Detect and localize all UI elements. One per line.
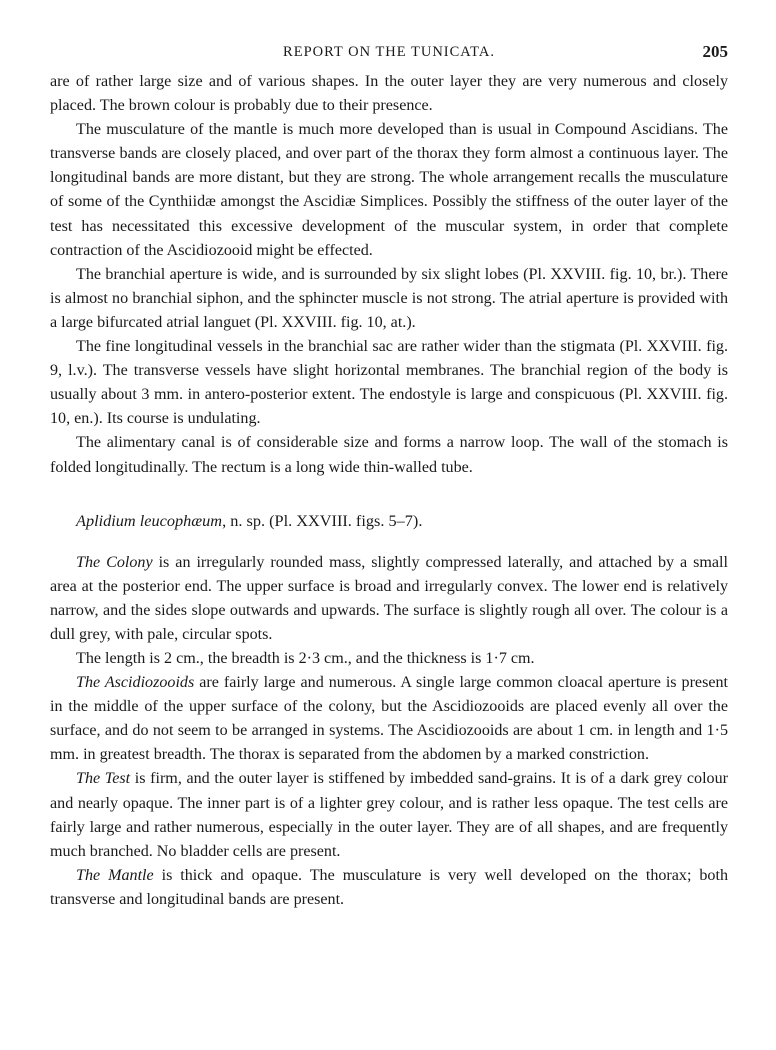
species-reference: , n. sp. (Pl. XXVIII. figs. 5–7). [222,510,423,530]
text-ascidiozooids: are fairly large and numerous. A single large common cloacal aperture is present in the middle of the upper surface of the colony, but the Ascidiozooids are placed evenly all over the surface, and do not seem to be arranged in systems. The Ascidiozooids are about 1 cm. in length and 1·5 mm. in greatest breadth. The thorax is separated from the abdomen by a marked constriction. [50,674,728,764]
text-mantle: is thick and opaque. The musculature is very well developed on the thorax; both transverse and longitudinal bands are present. [50,866,728,908]
paragraph-musculature: The musculature of the mantle is much more developed than is usual in Compound Ascidians. The transverse bands are closely placed, and over part of the thorax they form almost a continuous layer. The longitudinal bands are more distant, but they are strong. The whole arrangement recalls the musculature of some of the Cynthiidæ amongst the Ascidiæ Simplices. Possibly the stiffness of the outer layer of the test has necessitated this excessive development of the muscular system, in order that complete contraction of the Ascidiozooid might be effected. [50,121,728,259]
paragraph-ascidiozooids [50,671,728,767]
page-number: 205 [702,42,728,61]
paragraph-test [50,767,728,863]
paragraph-cells-continued: are of rather large size and of various shapes. In the outer layer they are very numerous and closely placed. The brown colour is probably due to their presence. [50,73,728,115]
lead-ascidiozooids: The Ascidiozooids [76,674,195,692]
page-header [50,44,728,70]
paragraph-branchial-sac: The fine longitudinal vessels in the branchial sac are rather wider than the stigmata (Pl. XXVIII. fig. 9, l.v.). The transverse vessels have slight horizontal membranes. The branchial region of the body is usually about 3 mm. in antero-posterior extent. The endostyle is large and conspicuous (Pl. XXVIII. fig. 10, en.). Its course is undulating. [50,338,728,428]
lead-mantle: The Mantle [76,866,154,884]
species-heading [76,509,728,533]
paragraph-dimensions [50,647,728,671]
page [50,44,728,912]
text-colony: is an irregularly rounded mass, slightly compressed laterally, and attached by a small area at the posterior end. The upper surface is broad and irregularly convex. The lower end is relatively narrow, and the sides slope outwards and upwards. The surface is slightly rough all over. The colour is a dull grey, with pale, circular spots. [50,553,728,643]
lead-colony: The Colony [76,553,153,571]
paragraph-alimentary-canal: The alimentary canal is of considerable size and forms a narrow loop. The wall of the stomach is folded longitudinally. The rectum is a long wide thin-walled tube. [50,434,728,476]
text-test: is firm, and the outer layer is stiffened by imbedded sand-grains. It is of a dark grey colour and nearly opaque. The inner part is of a lighter grey colour, and is rather less opaque. The test cells are fairly large and rather numerous, especially in the outer layer. They are of all shapes, and are frequently much branched. No bladder cells are present. [50,770,728,860]
paragraph-branchial-aperture: The branchial aperture is wide, and is surrounded by six slight lobes (Pl. XXVIII. fig. 10, br.). There is almost no branchial siphon, and the sphincter muscle is not strong. The atrial aperture is provided with a large bifurcated atrial languet (Pl. XXVIII. fig. 10, at.). [50,265,728,331]
paragraph-colony [50,551,728,647]
running-title: REPORT ON THE TUNICATA. [283,44,495,60]
text-dimensions: The length is 2 cm., the breadth is 2·3 cm., and the thickness is 1·7 cm. [76,649,535,667]
species-name: Aplidium leucophæum [76,510,223,530]
paragraph-mantle [50,864,728,912]
lead-test: The Test [76,770,131,788]
